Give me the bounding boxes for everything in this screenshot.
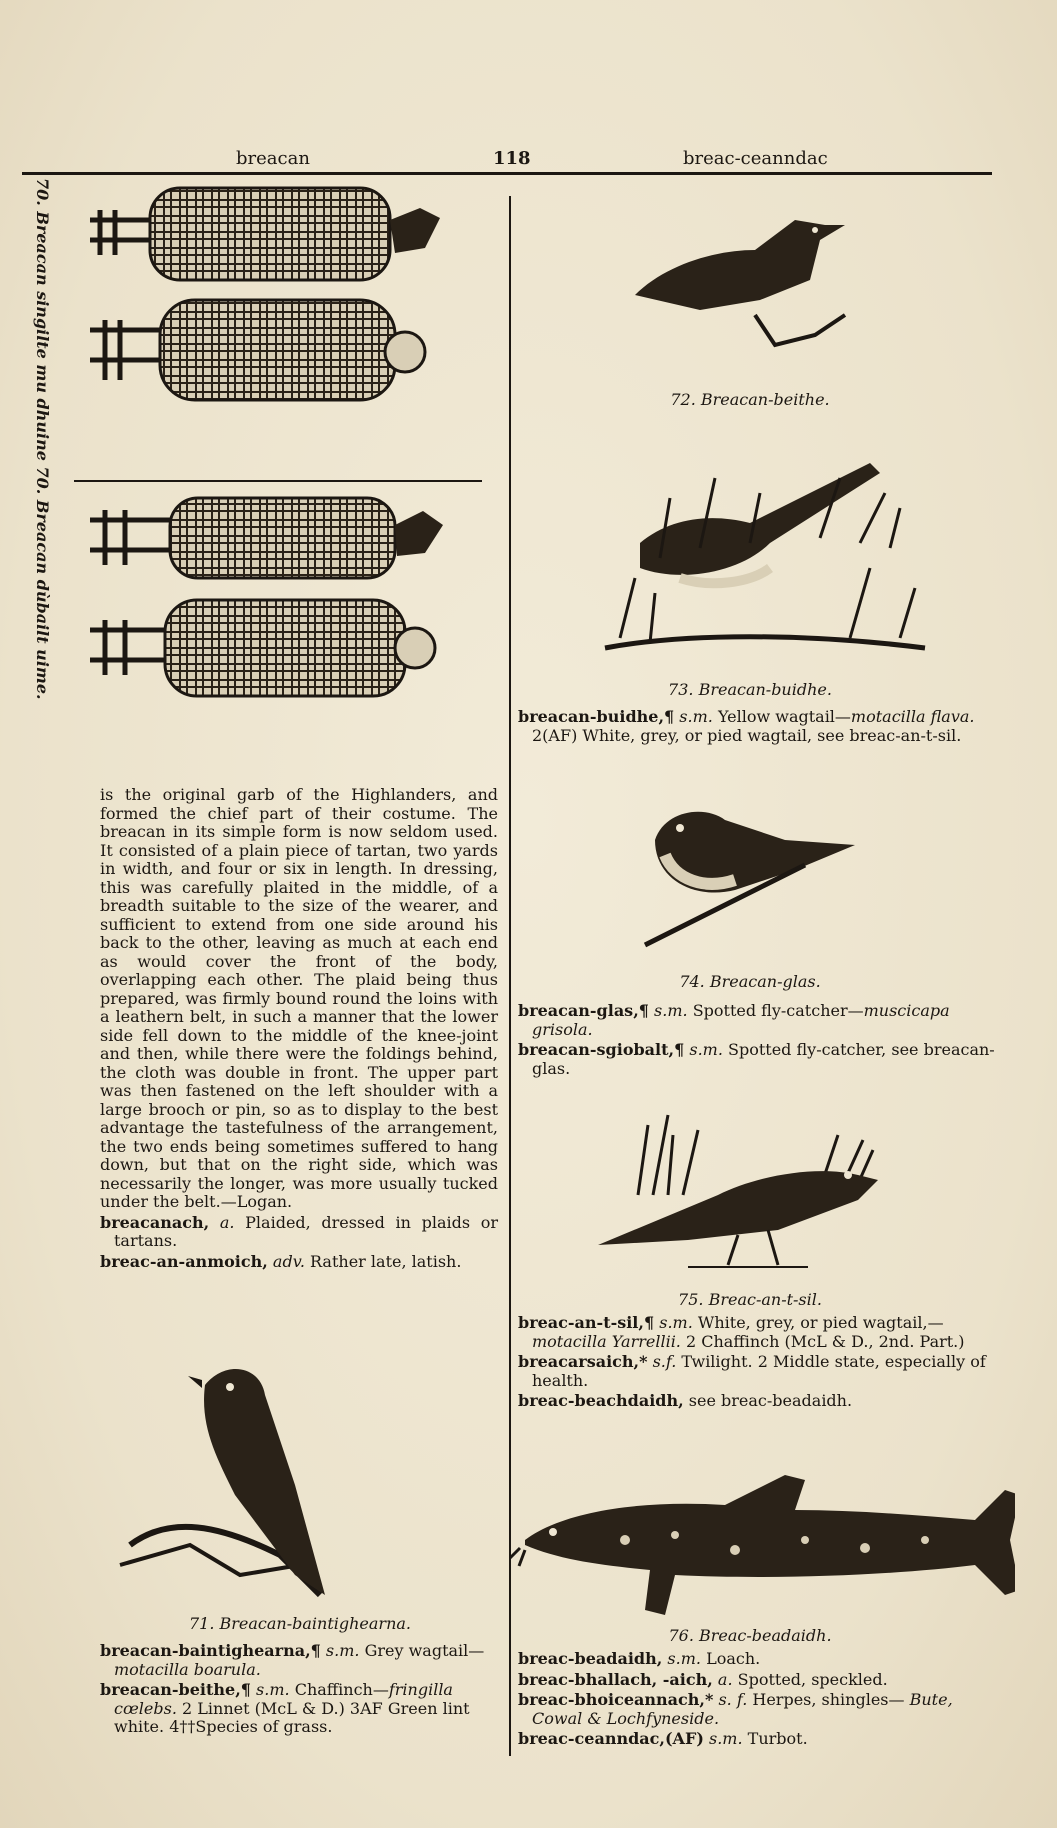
part-of-speech: s. f. [718, 1690, 748, 1709]
definition-cont: 2(AF) White, grey, or pied wagtail, see breac-an-t-sil. [532, 725, 962, 745]
header-rule [22, 172, 992, 175]
definition: Grey wagtail— [364, 1641, 485, 1660]
figure-70-2 [90, 300, 425, 400]
definition: Twilight. 2 Middle state, especially of health. [532, 1352, 986, 1390]
page-number: 118 [493, 148, 531, 169]
caption-76: 76. Breac-beadaidh. [668, 1626, 832, 1645]
plaid-figures-illustration [80, 180, 500, 770]
headword: breac-bhallach, -aich, [518, 1669, 713, 1689]
caption-74: 74. Breacan-glas. [679, 972, 821, 991]
definition: Spotted fly-catcher, see breacan-glas. [532, 1040, 995, 1078]
headword: breacan-baintighearna,¶ [100, 1641, 321, 1660]
source-note: Bute, Cowal & Lochfyneside. [532, 1690, 953, 1728]
definition: Spotted fly-catcher— [692, 1001, 864, 1020]
part-of-speech: a. [717, 1669, 733, 1689]
headword: breacan-beithe,¶ [100, 1680, 251, 1699]
headword: breacanach, [100, 1212, 210, 1232]
right-column-entries-3 [518, 1312, 1006, 1411]
caption-71: 71. Breacan-baintighearna. [188, 1614, 412, 1633]
headword: breac-an-t-sil,¶ [518, 1313, 655, 1332]
part-of-speech: s.m. [256, 1680, 290, 1699]
part-of-speech: s.m. [659, 1313, 693, 1332]
pied-wagtail-illustration [588, 1095, 888, 1270]
left-column-entries-bottom [100, 1640, 500, 1737]
entry-breacan-beithe [100, 1681, 500, 1737]
headword: breacan-sgiobalt,¶ [518, 1040, 685, 1059]
entry-breac-an-t-sil [518, 1314, 1006, 1351]
part-of-speech: s.m. [679, 707, 713, 726]
figure-70-1 [90, 188, 440, 280]
entry-breac-bhoiceannach [518, 1691, 1006, 1728]
vertical-caption [28, 178, 56, 778]
headword: breacarsaich,* [518, 1352, 648, 1371]
spotted-flycatcher-illustration [625, 780, 875, 950]
scientific-name: fringilla cœlebs. [114, 1680, 453, 1718]
entry-breac-bhallach [518, 1671, 1006, 1690]
caption-72: 72. Breacan-beithe. [670, 390, 830, 409]
part-of-speech: a. [219, 1212, 235, 1232]
part-of-speech: s.m. [654, 1001, 688, 1020]
scientific-name: motacilla flava. [850, 707, 975, 726]
vertical-caption-text: 70. Breacan singilte mu dhuine 70. Breacan dùbailt uime. [33, 178, 52, 700]
entry-breacan-glas [518, 1002, 1006, 1039]
part-of-speech: adv. [272, 1251, 305, 1271]
caption-73: 73. Breacan-buidhe. [668, 680, 832, 699]
yellow-wagtail-illustration [600, 448, 930, 663]
definition: Rather late, latish. [310, 1251, 462, 1271]
headword: breac-beadaidh, [518, 1649, 663, 1668]
entry-breacan-baintighearna [100, 1642, 500, 1679]
right-column-entries-4 [518, 1648, 1006, 1749]
entry-breac-ceanndac [518, 1730, 1006, 1749]
entry-breac-an-anmoich [100, 1253, 498, 1272]
definition: Turbot. [747, 1729, 808, 1748]
caption-75: 75. Breac-an-t-sil. [678, 1290, 822, 1309]
header-left-guideword: breacan [236, 148, 310, 169]
entry-breac-beadaidh [518, 1650, 1006, 1669]
definition-cont: 2 Chaffinch (McL & D., 2nd. Part.) [685, 1331, 965, 1351]
headword: breac-bhoiceannach,* [518, 1690, 714, 1709]
part-of-speech: s.m. [689, 1040, 723, 1059]
headword: breac-beachdaidh, [518, 1391, 684, 1410]
right-column-entries-2 [518, 1000, 1006, 1078]
headword: breac-ceanndac,(AF) [518, 1729, 704, 1748]
definition: Loach. [706, 1649, 761, 1668]
definition: see breac-beadaidh. [688, 1391, 853, 1410]
chaffinch-illustration [625, 205, 865, 365]
headword: breac-an-anmoich, [100, 1251, 268, 1271]
scientific-name: motacilla boarula. [114, 1659, 261, 1679]
scientific-name: muscicapa grisola. [532, 1001, 950, 1039]
header-right-guideword: breac-ceanndac [683, 148, 828, 169]
definition: Chaffinch— [294, 1680, 389, 1699]
entry-breac-beachdaidh [518, 1392, 1006, 1411]
definition: Plaided, dressed in plaids or tartans. [114, 1212, 498, 1250]
part-of-speech: s.m. [667, 1649, 701, 1668]
definition-cont: 2 Linnet (McL & D.) 3AF Green lint white. 4††Species of grass. [114, 1698, 470, 1736]
part-of-speech: s.f. [652, 1352, 677, 1371]
entry-breacan-sgiobalt [518, 1041, 1006, 1078]
figure-70-3 [90, 498, 443, 578]
entry-breacan-buidhe [518, 708, 1006, 745]
definition: White, grey, or pied wagtail,— [697, 1313, 944, 1332]
breacan-description: is the original garb of the Highlanders, and formed the chief part of their costume. The breacan in its simple form is now seldom used. It consisted of a plain piece of tartan, two yards in width, and four or six in length. In dressing, this was carefully plaited in the middle, of a breadth suitable to the size of the wearer, and sufficient to extend from one side around his back to the other, leaving as much at each end as would cover the front of the body, overlapping each other. The plaid being thus prepared, was firmly bound round the loins with a leathern belt, in such a manner that the lower side fell down to the middle of the knee-joint and then, while there were the foldings behind, the cloth was double in front. The upper part was then fastened on the left shoulder with a large brooch or pin, so as to display to the best advantage the tastefulness of the arrangement, the two ends being sometimes suffered to hang down, but that on the right side, which was necessarily the longer, was more usually tucked under the belt.—Logan. [100, 785, 498, 1211]
scientific-name: motacilla Yarrellii. [532, 1331, 681, 1351]
definition: Herpes, shingles— [752, 1690, 905, 1709]
right-column-entries-1 [518, 706, 1006, 745]
figure-70-4 [90, 600, 435, 696]
definition: Yellow wagtail— [717, 707, 851, 726]
entry-breacanach [100, 1214, 498, 1251]
grey-wagtail-illustration [110, 1345, 400, 1605]
loach-illustration [505, 1440, 1015, 1615]
part-of-speech: s.m. [325, 1641, 360, 1660]
left-column-text [100, 786, 498, 1271]
part-of-speech: s.m. [708, 1729, 743, 1748]
headword: breacan-glas,¶ [518, 1001, 649, 1020]
entry-breacarsaich [518, 1353, 1006, 1390]
definition: Spotted, speckled. [737, 1669, 888, 1689]
headword: breacan-buidhe,¶ [518, 707, 675, 726]
